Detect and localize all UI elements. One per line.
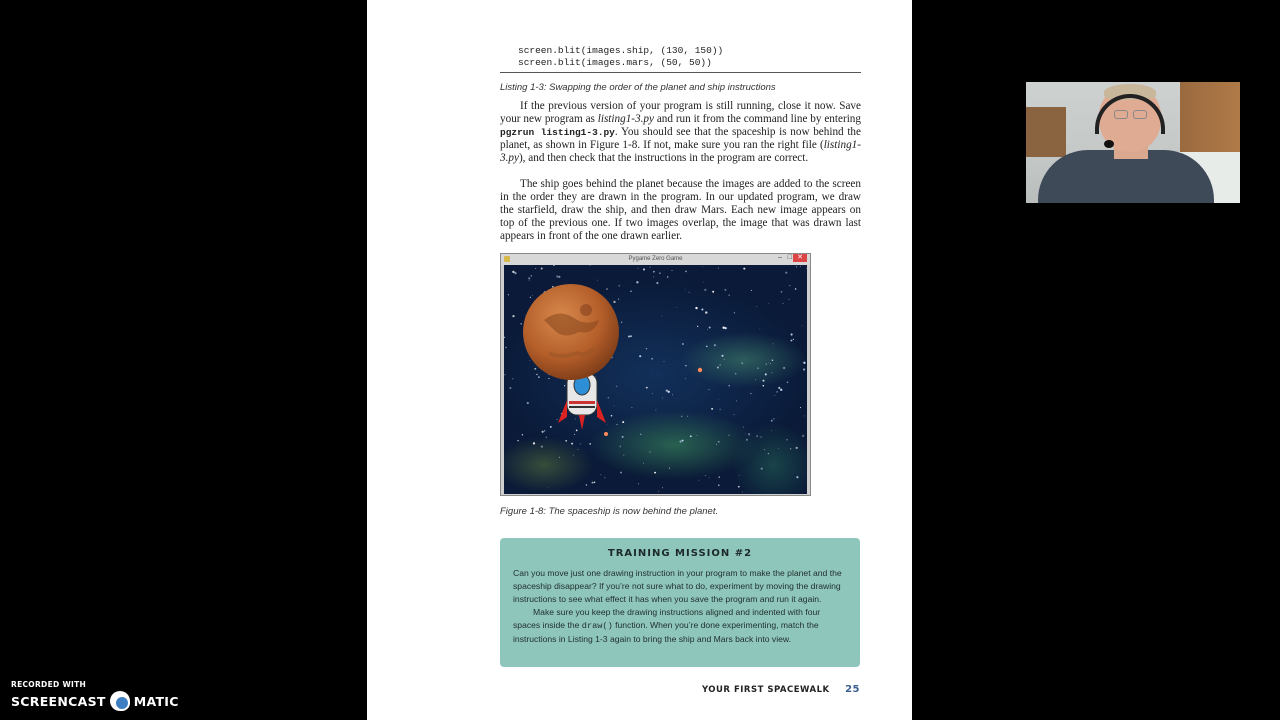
star	[681, 416, 682, 417]
star	[640, 434, 641, 435]
star	[618, 298, 619, 299]
star	[763, 385, 765, 387]
star	[669, 468, 670, 469]
star	[687, 416, 688, 417]
star	[765, 373, 767, 375]
star	[806, 268, 807, 269]
star	[672, 394, 673, 395]
star	[682, 343, 684, 345]
star	[679, 440, 681, 442]
star	[783, 303, 784, 304]
star	[770, 363, 771, 364]
star	[668, 391, 670, 393]
star	[592, 482, 594, 484]
star	[556, 275, 558, 277]
star	[529, 280, 530, 281]
space-scene	[504, 265, 807, 494]
star	[733, 414, 734, 415]
star	[720, 364, 721, 365]
figure-caption: Figure 1-8: The spaceship is now behind the planet.	[500, 506, 719, 517]
code-listing	[518, 45, 723, 69]
star	[621, 322, 622, 323]
brand-left: SCREENCAST	[11, 693, 106, 709]
star	[802, 435, 804, 437]
close-icon: ✕	[793, 254, 807, 262]
star	[589, 265, 590, 266]
star	[646, 387, 648, 389]
star	[594, 481, 596, 483]
text: function. When you’re done experimenting, match the instructions in Listing 1-3 again to bring the ship and Mars back into view.	[513, 620, 819, 644]
star	[685, 289, 686, 290]
text: . You should see that the spaceship is now behind the planet, as shown in Figure 1-8. If not, make sure you ran the right file (	[500, 126, 861, 151]
star	[658, 491, 659, 492]
mission-paragraph-2	[513, 606, 847, 646]
star	[789, 285, 790, 286]
star	[512, 378, 513, 379]
star	[538, 376, 540, 378]
star	[778, 387, 780, 389]
star	[557, 419, 558, 420]
spaceship	[558, 373, 606, 430]
window-titlebar	[501, 254, 810, 265]
star	[729, 435, 730, 436]
star	[676, 307, 677, 308]
star	[536, 374, 537, 375]
mission-title: TRAINING MISSION #2	[607, 548, 753, 559]
starfield	[504, 265, 807, 494]
paragraph-1	[500, 100, 861, 165]
page-footer	[702, 684, 860, 695]
star	[756, 435, 758, 437]
star	[738, 486, 740, 488]
star	[751, 290, 752, 291]
star	[795, 288, 796, 289]
star	[771, 420, 773, 422]
red-star	[604, 432, 608, 436]
star	[651, 358, 652, 359]
star	[757, 368, 758, 369]
star	[580, 443, 581, 444]
star	[724, 359, 725, 360]
star	[729, 295, 730, 296]
star	[772, 359, 774, 361]
star	[548, 487, 549, 488]
star	[643, 268, 645, 270]
star	[614, 405, 615, 406]
window-title: Pygame Zero Game	[628, 256, 683, 262]
minimize-icon: –	[778, 254, 782, 261]
star	[528, 277, 530, 279]
star	[725, 327, 727, 329]
star	[575, 418, 576, 419]
star	[736, 400, 737, 401]
text: and run it from the command line by entering	[653, 113, 861, 125]
star	[748, 433, 750, 435]
star	[685, 378, 686, 379]
training-mission-box	[500, 538, 860, 667]
star	[762, 380, 764, 382]
star	[514, 272, 516, 274]
star	[607, 424, 608, 425]
page-number: 25	[845, 684, 860, 695]
star	[606, 288, 608, 290]
star	[804, 415, 805, 416]
star	[623, 455, 624, 456]
star	[711, 408, 713, 410]
star	[662, 397, 663, 398]
star	[706, 346, 708, 348]
star	[800, 407, 801, 408]
star	[793, 339, 794, 340]
star	[800, 266, 801, 267]
star	[764, 449, 765, 450]
star	[790, 340, 792, 342]
star	[760, 436, 762, 438]
star	[701, 308, 703, 310]
star	[689, 292, 690, 293]
star	[577, 449, 578, 450]
chapter-title: YOUR FIRST SPACEWALK	[701, 685, 830, 695]
star	[778, 448, 779, 449]
star	[785, 272, 787, 274]
star	[541, 267, 543, 269]
star	[544, 430, 546, 432]
star	[768, 362, 769, 363]
star	[639, 355, 641, 357]
star	[685, 271, 687, 273]
star	[775, 395, 776, 396]
inline-code: draw()	[581, 621, 613, 631]
mars-planet	[523, 284, 619, 380]
star	[574, 434, 575, 435]
star	[802, 325, 803, 326]
star	[790, 448, 791, 449]
star	[611, 415, 613, 417]
book-page	[367, 0, 912, 720]
text: Make sure you keep the drawing instructions aligned and indented with four spaces inside the	[513, 607, 821, 630]
divider	[500, 72, 861, 73]
star	[791, 333, 793, 335]
star	[662, 316, 663, 317]
star	[646, 348, 647, 349]
star	[699, 480, 700, 481]
red-star	[698, 368, 702, 372]
star	[520, 323, 522, 325]
star	[705, 311, 707, 313]
star	[769, 303, 770, 304]
star	[653, 271, 655, 273]
star	[721, 355, 723, 357]
star	[613, 301, 615, 303]
star	[662, 487, 663, 488]
star	[796, 476, 798, 478]
star	[724, 289, 726, 291]
text: ), and then check that the instructions in the program are correct.	[518, 152, 809, 164]
record-dot-icon	[110, 691, 130, 711]
star	[659, 272, 660, 273]
star	[630, 290, 632, 292]
star	[631, 407, 632, 408]
pygame-icon	[504, 256, 510, 262]
star	[756, 306, 757, 307]
star	[742, 492, 743, 493]
star	[616, 424, 617, 425]
star	[628, 335, 630, 337]
star	[741, 362, 743, 364]
star	[558, 276, 560, 278]
star	[531, 275, 532, 276]
star	[776, 391, 778, 393]
star	[620, 446, 621, 447]
star	[783, 367, 785, 369]
star	[512, 271, 514, 273]
star	[743, 427, 744, 428]
star	[803, 362, 805, 364]
star	[604, 477, 605, 478]
background-cabinet	[1180, 82, 1240, 152]
star	[787, 381, 789, 383]
star	[535, 268, 536, 269]
star	[573, 455, 574, 456]
star	[565, 440, 567, 442]
star	[714, 344, 716, 346]
star	[717, 367, 719, 369]
star	[667, 276, 668, 277]
star	[542, 431, 544, 433]
microphone-icon	[1104, 140, 1114, 148]
star	[697, 326, 698, 327]
star	[716, 444, 717, 445]
watermark-recorded-with: RECORDED WITH	[11, 680, 87, 689]
webcam-overlay	[1026, 82, 1240, 203]
star	[718, 484, 720, 486]
star	[735, 373, 737, 375]
star	[695, 307, 697, 309]
star	[656, 282, 658, 284]
star	[576, 430, 578, 432]
star	[652, 393, 653, 394]
star	[546, 437, 547, 438]
star	[718, 399, 719, 400]
star	[739, 475, 740, 476]
star	[771, 430, 772, 431]
code-line: screen.blit(images.mars, (50, 50))	[518, 57, 712, 68]
star	[638, 268, 639, 269]
star	[718, 268, 719, 269]
star	[522, 434, 523, 435]
star	[766, 363, 767, 364]
star	[709, 477, 710, 478]
star	[509, 387, 511, 389]
star	[761, 468, 763, 470]
star	[529, 360, 530, 361]
star	[608, 397, 609, 398]
star	[705, 475, 706, 476]
star	[755, 379, 756, 380]
star	[527, 402, 529, 404]
star	[630, 335, 632, 337]
star	[504, 374, 505, 375]
star	[771, 372, 772, 373]
star	[553, 265, 555, 266]
star	[803, 368, 805, 370]
maximize-icon: □	[787, 254, 792, 261]
star	[671, 270, 672, 271]
star	[618, 285, 620, 287]
listing-caption: Listing 1-3: Swapping the order of the planet and ship instructions	[500, 82, 776, 93]
star	[622, 436, 624, 438]
star	[666, 390, 668, 392]
star	[504, 337, 505, 338]
star	[532, 295, 533, 296]
star	[780, 389, 782, 391]
star	[597, 280, 598, 281]
star	[638, 483, 639, 484]
text: If the previous version of your program is still running, close it now. Save your new program as	[500, 100, 861, 125]
command: pgzrun listing1-3.py	[500, 127, 615, 138]
star	[743, 268, 745, 270]
star	[796, 266, 797, 267]
star	[643, 463, 644, 464]
paragraph-2: The ship goes behind the planet because the images are added to the screen in the order they are drawn in the program. In our updated program, we draw the starfield, draw the ship, and then draw Mars. Each new image appears on top of the previous one. If two images overlap, the image that was drawn last appears in front of the one drawn earlier.	[500, 178, 861, 242]
star	[781, 291, 783, 293]
star	[768, 453, 769, 454]
screencast-watermark	[11, 680, 179, 711]
star	[734, 312, 735, 313]
star	[534, 368, 536, 370]
star	[533, 442, 535, 444]
star	[505, 347, 507, 349]
star	[654, 472, 656, 474]
star	[750, 393, 751, 394]
star	[718, 476, 719, 477]
watermark-brand	[11, 691, 179, 711]
star	[759, 329, 760, 330]
star	[636, 281, 638, 283]
star	[559, 457, 560, 458]
star	[664, 361, 665, 362]
star	[653, 276, 654, 277]
star	[571, 443, 573, 445]
star	[616, 386, 617, 387]
mission-paragraph-1: Can you move just one drawing instruction in your program to make the planet and the spaceship disappear? If you’re not sure what to do, experiment by moving the drawing instructions to see what effect it has when you save the program and run it again.	[513, 568, 842, 604]
brand-right: MATIC	[133, 693, 179, 709]
star	[530, 297, 531, 298]
star	[650, 267, 651, 268]
star	[655, 409, 656, 410]
star	[548, 378, 549, 379]
star	[718, 441, 720, 443]
star	[586, 484, 587, 485]
star	[712, 291, 714, 293]
background-cabinet	[1026, 107, 1066, 157]
star	[745, 433, 746, 434]
star	[702, 266, 703, 267]
star	[512, 315, 514, 317]
filename: listing1-3.py	[597, 113, 654, 125]
star	[720, 409, 721, 410]
star	[789, 299, 790, 300]
star	[517, 440, 518, 441]
star	[708, 389, 709, 390]
star	[746, 439, 748, 441]
star	[622, 421, 624, 423]
star	[541, 445, 543, 447]
star	[786, 439, 787, 440]
code-line: screen.blit(images.ship, (130, 150))	[518, 45, 724, 56]
star	[773, 343, 774, 344]
star	[552, 286, 554, 288]
star	[696, 435, 697, 436]
star	[709, 326, 711, 328]
star	[704, 289, 706, 291]
star	[773, 418, 774, 419]
star	[682, 440, 684, 442]
star	[564, 385, 565, 386]
game-window-figure	[500, 253, 811, 496]
star	[796, 447, 798, 449]
star	[650, 452, 651, 453]
star	[723, 327, 725, 329]
star	[620, 472, 622, 474]
filename: listing1-3.py	[500, 139, 861, 164]
star	[550, 426, 552, 428]
star	[508, 294, 509, 295]
star	[600, 474, 601, 475]
star	[728, 385, 730, 387]
star	[651, 370, 652, 371]
star	[685, 365, 686, 366]
star	[703, 282, 704, 283]
star	[707, 329, 708, 330]
star	[589, 443, 591, 445]
star	[690, 435, 692, 437]
